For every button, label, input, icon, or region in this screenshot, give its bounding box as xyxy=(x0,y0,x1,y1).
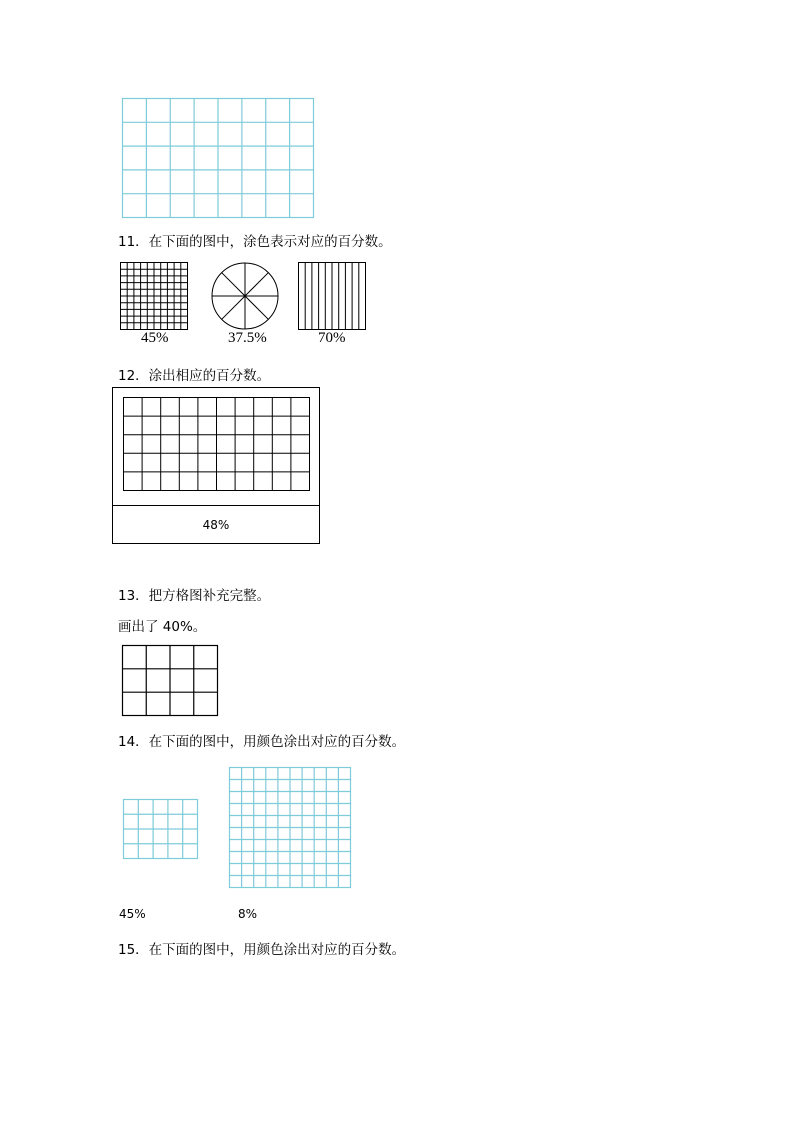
question-13-text: 13．把方格图补充完整。 xyxy=(118,588,271,604)
q11-circle-8-sectors xyxy=(210,262,280,330)
q14-blue-grid-5x4 xyxy=(123,799,198,859)
q14-label-1: 45% xyxy=(119,907,146,921)
q11-label-1: 45% xyxy=(141,330,169,346)
q11-grid-10x10 xyxy=(120,262,188,330)
q14-label-2: 8% xyxy=(238,907,258,921)
question-13-subtext: 画出了 40%。 xyxy=(118,619,207,635)
q13-grid-4x3 xyxy=(122,645,218,716)
question-11-text: 11．在下面的图中，涂色表示对应的百分数。 xyxy=(118,234,392,250)
q12-grid-10x5 xyxy=(123,397,310,491)
q12-label: 48% xyxy=(202,518,230,532)
q11-label-2: 37.5% xyxy=(228,330,267,346)
question-15-text: 15．在下面的图中，用颜色涂出对应的百分数。 xyxy=(118,942,406,958)
q14-blue-grid-10x10 xyxy=(229,767,351,888)
q11-label-3: 70% xyxy=(318,330,346,346)
top-blue-grid xyxy=(122,98,314,218)
q11-striped-square xyxy=(298,262,366,330)
question-12-text: 12．涂出相应的百分数。 xyxy=(118,368,271,384)
question-14-text: 14．在下面的图中，用颜色涂出对应的百分数。 xyxy=(118,734,406,750)
